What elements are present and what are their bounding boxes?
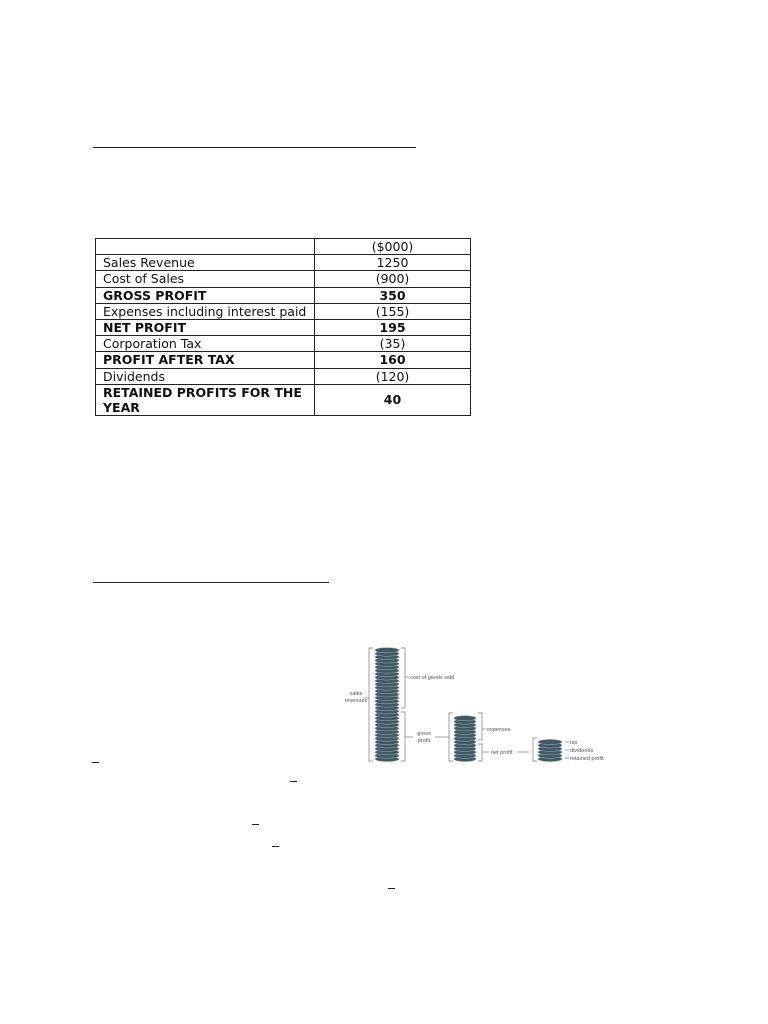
label-profit: profit (417, 738, 431, 744)
table-row (96, 287, 471, 303)
row-label: RETAINED PROFITS FOR THE YEAR (96, 384, 315, 415)
sales-bracket (369, 648, 373, 761)
row-label: Cost of Sales (96, 271, 315, 287)
label-retained-profit: retained profit (570, 756, 604, 762)
label-sales: sales (349, 691, 363, 697)
row-value: (155) (315, 303, 471, 319)
underscore-mark-3 (252, 824, 259, 825)
table-header-unit: ($000) (315, 239, 471, 255)
label-expenses: expenses (487, 727, 511, 733)
row-value: (120) (315, 368, 471, 384)
row-value: 160 (315, 352, 471, 368)
row-label: Corporation Tax (96, 336, 315, 352)
row-label: Sales Revenue (96, 255, 315, 271)
row-label: Expenses including interest paid (96, 303, 315, 319)
table-header-row (96, 239, 471, 255)
table-header-blank (96, 239, 315, 255)
row-value: (35) (315, 336, 471, 352)
label-tax: tax (570, 740, 578, 746)
gross-bracket (401, 712, 405, 761)
table-row (96, 303, 471, 319)
table-row (96, 384, 471, 415)
label-revenues: revenues (344, 698, 368, 704)
table-row (96, 352, 471, 368)
gross-profit-coin-stack (454, 716, 476, 762)
row-label: GROSS PROFIT (96, 287, 315, 303)
label-cost-of-goods-sold: cost of goods sold (410, 675, 455, 681)
table-row (96, 319, 471, 335)
expenses-bracket (478, 713, 482, 740)
row-value: 40 (315, 384, 471, 415)
row-label: NET PROFIT (96, 319, 315, 335)
row-label: PROFIT AFTER TAX (96, 352, 315, 368)
underscore-mark-4 (272, 846, 279, 847)
label-dividends: dividends (570, 748, 594, 754)
underscore-mark-1 (92, 762, 99, 763)
heading-rule-1 (93, 147, 416, 148)
row-value: 350 (315, 287, 471, 303)
table-row (96, 368, 471, 384)
row-value: 195 (315, 319, 471, 335)
net-profit-coin-stack (538, 739, 562, 761)
label-net-profit: net profit (491, 750, 513, 756)
profit-loss-table (95, 238, 471, 416)
label-gross: gross (417, 731, 431, 737)
row-label: Dividends (96, 368, 315, 384)
net-bracket (478, 744, 482, 761)
underscore-mark-2 (290, 781, 297, 782)
row-value: (900) (315, 271, 471, 287)
cost-bracket (401, 648, 405, 708)
underscore-mark-5 (388, 888, 395, 889)
table-row (96, 336, 471, 352)
table-row (96, 255, 471, 271)
table-row (96, 271, 471, 287)
sales-coin-stack (375, 648, 399, 762)
profit-coin-stack-diagram (325, 640, 620, 770)
coin-stacks (375, 648, 562, 762)
row-value: 1250 (315, 255, 471, 271)
heading-rule-2 (93, 582, 329, 583)
